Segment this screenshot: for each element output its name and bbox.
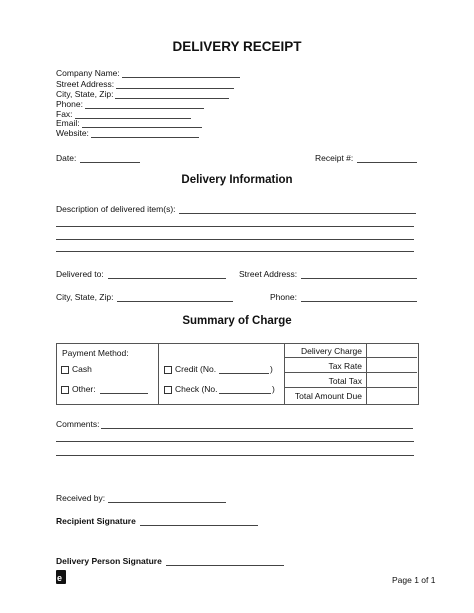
description-line-2[interactable] — [56, 226, 414, 227]
delivery-city-label: City, State, Zip: — [56, 292, 114, 302]
company-city-label: City, State, Zip: — [56, 89, 114, 99]
description-line-4[interactable] — [56, 251, 414, 252]
delivery-person-signature-field[interactable] — [166, 557, 284, 566]
comments-line-3[interactable] — [56, 455, 414, 456]
delivery-charge-label: Delivery Charge — [301, 346, 362, 356]
document-title: DELIVERY RECEIPT — [172, 39, 302, 54]
table-divider-2 — [284, 343, 285, 404]
other-checkbox[interactable] — [61, 386, 69, 394]
company-phone-label: Phone: — [56, 99, 83, 109]
description-row — [56, 204, 416, 214]
cash-label: Cash — [72, 364, 92, 374]
recipient-signature-field[interactable] — [140, 517, 258, 526]
company-email-label: Email: — [56, 118, 80, 128]
company-street-label: Street Address: — [56, 79, 115, 89]
company-name-field[interactable] — [122, 69, 240, 78]
delivery-city-field[interactable] — [117, 293, 233, 302]
other-option[interactable] — [61, 384, 96, 394]
cash-option[interactable] — [61, 364, 92, 374]
check-label: Check (No. — [175, 384, 218, 394]
credit-option[interactable] — [164, 364, 216, 374]
delivery-info-heading: Delivery Information — [181, 174, 293, 186]
delivery-street-label: Street Address: — [239, 269, 298, 279]
delivered-to-field[interactable] — [108, 270, 226, 279]
date-field[interactable] — [80, 154, 140, 163]
delivery-street-field[interactable] — [301, 270, 417, 279]
total-tax-value[interactable] — [367, 373, 416, 387]
company-email-row — [56, 118, 202, 128]
company-city-field[interactable] — [115, 90, 229, 99]
credit-number-field[interactable] — [219, 373, 269, 374]
eforms-logo-icon: e — [56, 570, 66, 584]
date-label: Date: — [56, 153, 77, 163]
company-street-field[interactable] — [116, 80, 234, 89]
total-due-label: Total Amount Due — [294, 391, 362, 401]
other-field[interactable] — [100, 393, 148, 394]
receipt-field[interactable] — [357, 154, 417, 163]
company-email-field[interactable] — [82, 119, 202, 128]
company-street-row — [56, 79, 234, 89]
credit-paren-close: ) — [270, 364, 273, 374]
tax-rate-label: Tax Rate — [328, 361, 362, 371]
total-due-value[interactable] — [367, 388, 416, 403]
receipt-row — [315, 153, 417, 163]
company-website-label: Website: — [56, 128, 89, 138]
credit-checkbox[interactable] — [164, 366, 172, 374]
credit-label: Credit (No. — [175, 364, 217, 374]
other-label: Other: — [72, 384, 96, 394]
comments-label: Comments: — [56, 419, 100, 429]
delivery-phone-label: Phone: — [270, 292, 297, 302]
tax-rate-value[interactable] — [367, 358, 416, 372]
company-phone-field[interactable] — [85, 100, 204, 109]
check-checkbox[interactable] — [164, 386, 172, 394]
check-number-field[interactable] — [219, 393, 271, 394]
company-phone-row — [56, 99, 204, 109]
company-website-field[interactable] — [91, 129, 199, 138]
company-name-row — [56, 68, 240, 78]
check-option[interactable] — [164, 384, 218, 394]
received-by-label: Received by: — [56, 493, 106, 503]
delivery-person-signature-label: Delivery Person Signature — [56, 556, 162, 566]
company-fax-label: Fax: — [56, 109, 73, 119]
cash-checkbox[interactable] — [61, 366, 69, 374]
summary-heading: Summary of Charge — [182, 315, 292, 327]
total-tax-label: Total Tax — [328, 376, 362, 386]
received-by-field[interactable] — [108, 494, 226, 503]
delivery-charge-value[interactable] — [367, 344, 416, 357]
received-by-row — [56, 493, 226, 503]
receipt-label: Receipt #: — [315, 153, 354, 163]
delivered-to-label: Delivered to: — [56, 269, 104, 279]
company-name-label: Company Name: — [56, 68, 120, 78]
description-label: Description of delivered item(s): — [56, 204, 176, 214]
description-line-3[interactable] — [56, 239, 414, 240]
comments-line-2[interactable] — [56, 441, 414, 442]
delivery-street-row — [239, 269, 417, 279]
check-paren-close: ) — [272, 384, 275, 394]
comments-field[interactable] — [101, 420, 413, 429]
delivery-city-row — [56, 292, 233, 302]
page-number: Page 1 of 1 — [392, 575, 436, 585]
delivered-to-row — [56, 269, 226, 279]
company-city-row — [56, 89, 229, 99]
delivery-phone-field[interactable] — [301, 293, 417, 302]
company-website-row — [56, 128, 199, 138]
delivery-phone-row — [270, 292, 417, 302]
table-divider-1 — [158, 343, 159, 404]
recipient-signature-label: Recipient Signature — [56, 516, 136, 526]
comments-row — [56, 419, 413, 429]
date-row — [56, 153, 140, 163]
payment-method-label: Payment Method: — [62, 348, 129, 358]
recipient-signature-row — [56, 516, 258, 526]
description-field[interactable] — [179, 205, 416, 214]
delivery-person-signature-row — [56, 556, 284, 566]
